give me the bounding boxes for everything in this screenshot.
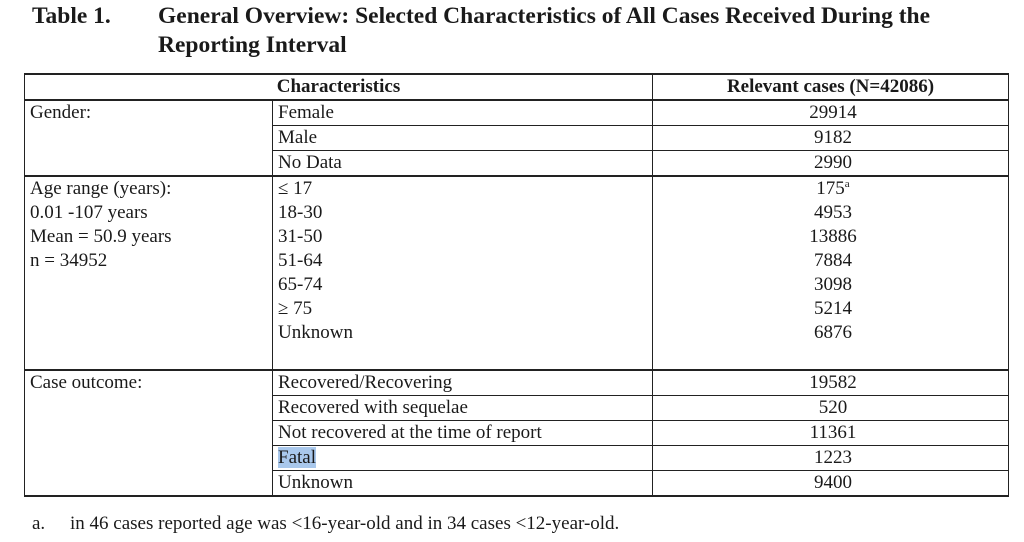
characteristics-table xyxy=(24,73,1009,497)
row-label[interactable] xyxy=(273,446,653,471)
row-value: 1223 xyxy=(653,446,1009,471)
table-row xyxy=(25,176,1009,201)
age-mean: Mean = 50.9 years xyxy=(30,226,172,247)
row-label: Unknown xyxy=(273,321,653,345)
selected-text-fatal[interactable]: Fatal xyxy=(278,447,316,468)
group-label-outcome: Case outcome: xyxy=(25,370,273,496)
table-row xyxy=(25,370,1009,396)
row-label: Recovered with sequelae xyxy=(273,396,653,421)
row-value: 11361 xyxy=(653,421,1009,446)
row-label: Female xyxy=(273,100,653,126)
row-label: No Data xyxy=(273,151,653,177)
footnote-marker: a xyxy=(844,178,850,190)
row-label: 65-74 xyxy=(273,273,653,297)
row-value: 3098 xyxy=(653,273,1009,297)
row-value: 5214 xyxy=(653,297,1009,321)
footnote-label: a. xyxy=(32,513,46,534)
row-label: 18-30 xyxy=(273,201,653,225)
row-value: 2990 xyxy=(653,151,1009,177)
row-value: 19582 xyxy=(653,370,1009,396)
row-value: 9182 xyxy=(653,126,1009,151)
row-label: Recovered/Recovering xyxy=(273,370,653,396)
row-label: ≤ 17 xyxy=(273,176,653,201)
group-label-age xyxy=(25,176,273,370)
age-range-label: Age range (years): xyxy=(30,178,172,199)
age-n: n = 34952 xyxy=(30,250,108,271)
age-range-span: 0.01 -107 years xyxy=(30,202,148,223)
value-text: 175 xyxy=(816,178,845,199)
group-label-gender: Gender: xyxy=(25,100,273,176)
row-value: 6876 xyxy=(653,321,1009,345)
row-label: ≥ 75 xyxy=(273,297,653,321)
footnote-text: in 46 cases reported age was <16-year-old and in 34 cases <12-year-old. xyxy=(70,513,620,534)
row-label: 51-64 xyxy=(273,249,653,273)
table-number: Table 1. xyxy=(32,3,111,29)
row-value: 7884 xyxy=(653,249,1009,273)
row-value: 13886 xyxy=(653,225,1009,249)
header-characteristics: Characteristics xyxy=(25,74,653,100)
table-row xyxy=(25,100,1009,126)
header-relevant-cases: Relevant cases (N=42086) xyxy=(653,74,1009,100)
row-value: 520 xyxy=(653,396,1009,421)
row-label: Not recovered at the time of report xyxy=(273,421,653,446)
row-label: Unknown xyxy=(273,471,653,497)
row-label: Male xyxy=(273,126,653,151)
table-caption: General Overview: Selected Characteristics of All Cases Received During the Reporting Interval xyxy=(158,3,931,58)
row-value: 29914 xyxy=(653,100,1009,126)
row-value: 9400 xyxy=(653,471,1009,497)
row-label: 31-50 xyxy=(273,225,653,249)
row-value: 4953 xyxy=(653,201,1009,225)
table-header-row xyxy=(25,74,1009,100)
row-value xyxy=(653,176,1009,201)
